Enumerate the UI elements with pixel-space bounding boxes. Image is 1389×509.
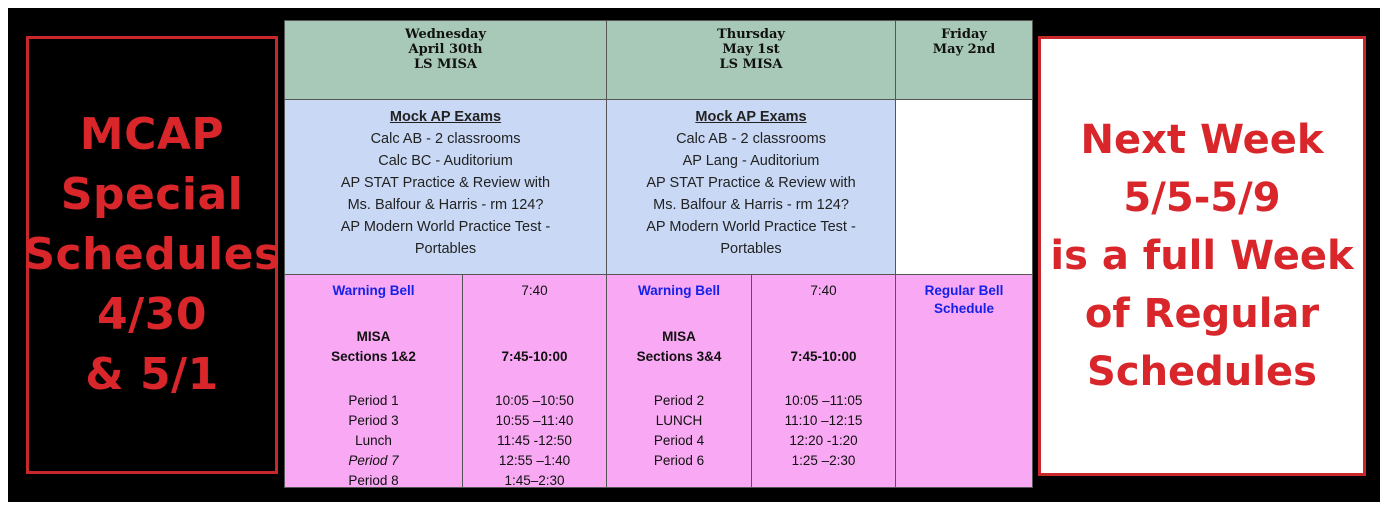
left-banner-line: Special <box>60 169 244 220</box>
period-time: 11:45 -12:50 <box>497 433 572 448</box>
warning-bell-label: Warning Bell <box>638 283 721 298</box>
misa-label: MISA <box>662 329 696 344</box>
mock-line: Ms. Balfour & Harris - rm 124? <box>653 197 849 213</box>
left-banner <box>23 36 281 474</box>
period-label: Period 8 <box>348 473 399 488</box>
period-label: LUNCH <box>655 413 703 428</box>
period-time: 10:05 –11:05 <box>784 393 863 408</box>
warning-bell-label: Warning Bell <box>332 283 415 298</box>
misa-time: 7:45-10:00 <box>501 349 568 364</box>
header-friday <box>896 21 1033 100</box>
sections-label: Sections 1&2 <box>331 349 416 364</box>
day-date: May 2nd <box>932 42 996 57</box>
misa-label: MISA <box>356 329 391 344</box>
period-time: 1:45–2:30 <box>504 473 565 488</box>
period-time: 1:25 –2:30 <box>791 453 856 468</box>
day-date: May 1st <box>722 42 780 57</box>
period-label: Period 6 <box>653 453 705 468</box>
right-banner-line: of Regular <box>1084 291 1320 337</box>
right-banner-line: Next Week <box>1080 117 1324 163</box>
period-time: 12:20 -1:20 <box>789 433 858 448</box>
wed-labels <box>285 275 463 488</box>
mock-line: Calc AB - 2 classrooms <box>676 131 826 147</box>
left-banner-line: Schedules <box>23 229 281 280</box>
mock-line: Calc BC - Auditorium <box>378 153 513 169</box>
mock-line: Ms. Balfour & Harris - rm 124? <box>347 197 544 213</box>
mock-line: AP Lang - Auditorium <box>682 153 820 169</box>
period-time: 10:05 –10:50 <box>495 393 574 408</box>
right-banner-line: Schedules <box>1087 349 1317 395</box>
warning-bell-time: 7:40 <box>810 283 837 298</box>
right-banner-line: 5/5-5/9 <box>1123 175 1281 221</box>
thu-labels <box>607 275 752 488</box>
period-label: Period 1 <box>348 393 399 408</box>
regular-bell-label: Schedule <box>934 301 995 316</box>
schedule-table <box>284 20 1032 488</box>
day-name: Wednesday <box>405 27 487 42</box>
sections-label: Sections 3&4 <box>636 349 722 364</box>
regular-bell-label: Regular Bell <box>924 283 1004 298</box>
period-label: Lunch <box>355 433 392 448</box>
period-label: Period 2 <box>653 393 705 408</box>
right-banner <box>1038 36 1366 476</box>
left-banner-line: 4/30 <box>97 289 207 340</box>
period-time: 10:55 –11:40 <box>495 413 574 428</box>
mock-line: Portables <box>720 241 782 257</box>
thu-times <box>752 275 896 488</box>
day-name: Friday <box>941 27 987 42</box>
mock-line: Portables <box>414 241 477 257</box>
mock-title: Mock AP Exams <box>389 109 502 125</box>
friday-empty-cell <box>896 100 1033 275</box>
wed-times <box>463 275 607 488</box>
period-time: 12:55 –1:40 <box>498 453 571 468</box>
header-wednesday <box>285 21 607 100</box>
day-date: April 30th <box>408 42 483 57</box>
fri-cell <box>896 275 1033 488</box>
mock-title: Mock AP Exams <box>695 109 807 125</box>
mock-line: AP Modern World Practice Test - <box>340 219 551 235</box>
mock-line: Calc AB - 2 classrooms <box>370 131 521 147</box>
period-label: Period 3 <box>348 413 399 428</box>
mock-line: AP STAT Practice & Review with <box>340 175 551 191</box>
day-note: LS MISA <box>414 57 478 72</box>
left-banner-line: & 5/1 <box>85 349 219 400</box>
mock-line: AP STAT Practice & Review with <box>646 175 856 191</box>
header-thursday <box>607 21 896 100</box>
misa-time: 7:45-10:00 <box>790 349 857 364</box>
warning-bell-time: 7:40 <box>521 283 548 298</box>
mock-line: AP Modern World Practice Test - <box>646 219 856 235</box>
mock-exams-wednesday <box>285 100 607 275</box>
day-note: LS MISA <box>719 57 783 72</box>
mock-exams-thursday <box>607 100 896 275</box>
right-banner-line: is a full Week <box>1050 233 1354 279</box>
period-label: Period 4 <box>653 433 705 448</box>
period-label: Period 7 <box>348 453 399 468</box>
day-name: Thursday <box>717 27 785 42</box>
period-time: 11:10 –12:15 <box>784 413 863 428</box>
left-banner-line: MCAP <box>79 109 225 160</box>
